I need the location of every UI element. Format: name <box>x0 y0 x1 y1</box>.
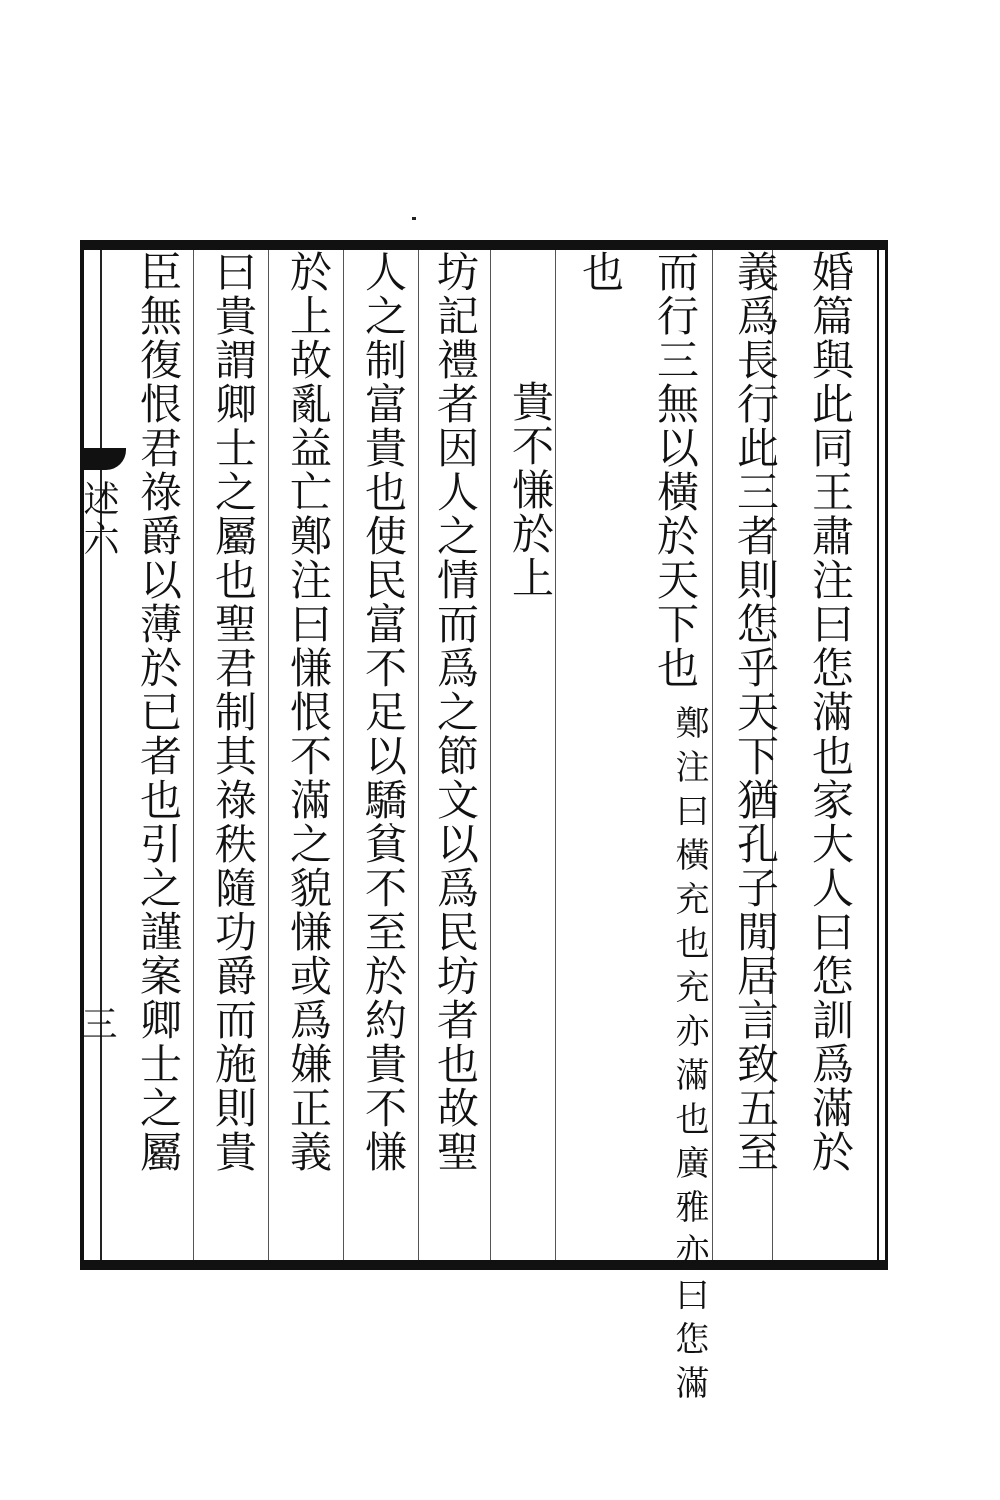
ink-speck <box>412 217 416 220</box>
text-column-6: 坊記禮者因人之情而爲之節文以爲民坊者也故聖 <box>431 250 480 1174</box>
banxin-title: 述六 <box>78 480 119 560</box>
text-column-10: 臣無復恨君祿爵以薄於已者也引之謹案卿士之屬 <box>134 250 183 1174</box>
text-column-4: 也 <box>576 250 625 294</box>
entry-heading: 貴不慊於上 <box>506 380 555 600</box>
text-column-2: 義爲長行此三者則㤰乎天下猶孔子閒居言致五至 <box>731 250 780 1174</box>
column-rule <box>268 250 269 1260</box>
column-rule <box>418 250 419 1260</box>
column-rule <box>712 250 713 1260</box>
right-border-inner-rule <box>877 250 879 1260</box>
banxin-divider-rule <box>100 250 102 1260</box>
text-column-3: 而行三無以橫於天下也 <box>651 250 700 690</box>
annotation-column-3: 鄭注曰橫充也充亦滿也廣雅亦曰㤰滿 <box>669 705 709 1409</box>
column-rule <box>490 250 491 1260</box>
text-column-8: 於上故亂益亡鄭注曰慊恨不滿之貌慊或爲嫌正義 <box>284 250 333 1174</box>
text-column-1: 婚篇與此同王肅注曰㤰滿也家大人曰㤰訓爲滿於 <box>806 250 855 1174</box>
column-rule <box>193 250 194 1260</box>
text-column-9: 曰貴謂卿士之屬也聖君制其祿秩隨功爵而施則貴 <box>209 250 258 1174</box>
banxin-page-number: 三 <box>76 1005 117 1041</box>
text-column-7: 人之制富貴也使民富不足以驕貧不至於約貴不慊 <box>359 250 408 1174</box>
column-rule <box>555 250 556 1260</box>
column-rule <box>343 250 344 1260</box>
